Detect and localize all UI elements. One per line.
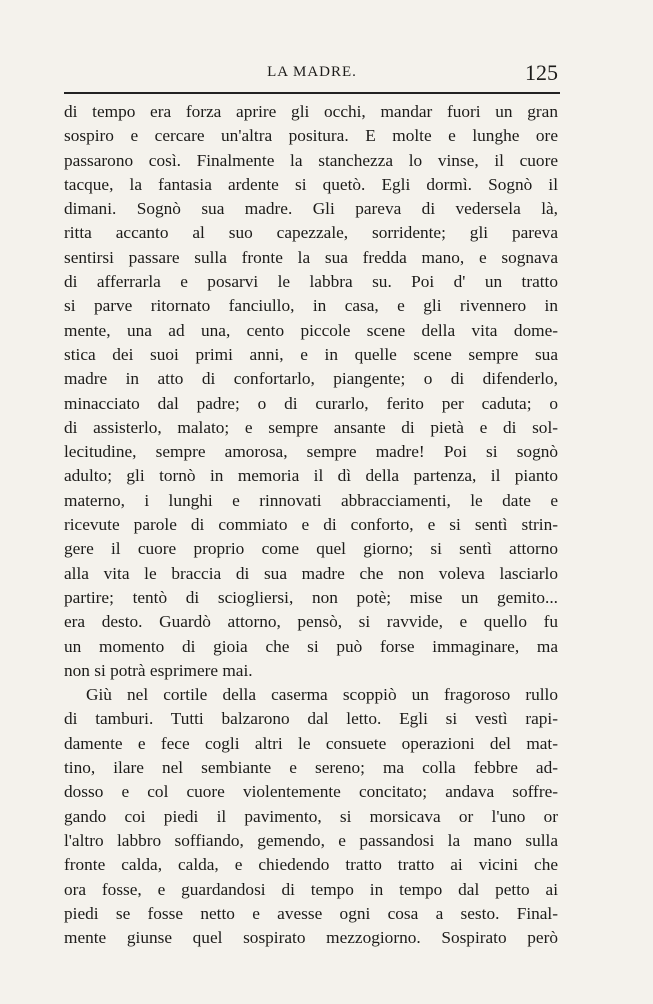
paragraph-first-line: Giù nel cortile della caserma scoppiò un fragoroso rullo: [86, 685, 558, 705]
text-line: di assisterlo, malato; e sempre ansante di pietà e di sol-: [64, 417, 558, 437]
text-line: era desto. Guardò attorno, pensò, si ravvide, e quello fu: [64, 612, 558, 632]
text-line: stica dei suoi primi anni, e in quelle scene sempre sua: [64, 344, 558, 364]
text-line: mente, una ad una, cento piccole scene della vita dome-: [64, 320, 558, 340]
text-line: tacque, la fantasia ardente si quetò. Egli dormì. Sognò il: [64, 174, 558, 194]
text-line: materno, i lunghi e rinnovati abbracciamenti, le date e: [64, 490, 558, 510]
running-head: LA MADRE.: [267, 64, 357, 80]
text-line: l'altro labbro soffiando, gemendo, e passandosi la mano sulla: [64, 830, 558, 850]
text-line: dosso e col cuore violentemente concitato; andava soffre-: [64, 782, 558, 802]
text-line: sospiro e cercare un'altra positura. E molte e lunghe ore: [64, 126, 558, 146]
page-number: 125: [525, 60, 558, 85]
page-header: [64, 60, 560, 94]
text-line: minacciato dal padre; o di curarlo, ferito per caduta; o: [64, 393, 558, 413]
text-line: fronte calda, calda, e chiedendo tratto tratto ai vicini che: [64, 855, 558, 875]
text-line: un momento di gioia che si può forse immaginare, ma: [64, 636, 558, 656]
text-line: ritta accanto al suo capezzale, sorridente; gli pareva: [64, 223, 558, 243]
text-line: gere il cuore proprio come quel giorno; si sentì attorno: [64, 539, 558, 559]
text-line: tino, ilare nel sembiante e sereno; ma colla febbre ad-: [64, 758, 558, 778]
text-line: sentirsi passare sulla fronte la sua fredda mano, e sognava: [64, 247, 558, 267]
text-line: ora fosse, e guardandosi di tempo in tempo dal petto ai: [64, 879, 558, 899]
text-line: di tempo era forza aprire gli occhi, mandar fuori un gran: [64, 102, 558, 121]
header-rule: [64, 92, 560, 94]
text-line: alla vita le braccia di sua madre che non voleva lasciarlo: [64, 563, 558, 583]
text-line: dimani. Sognò sua madre. Gli pareva di vedersela là,: [64, 199, 558, 219]
text-line: lecitudine, sempre amorosa, sempre madre! Poi si sognò: [64, 442, 558, 462]
body-text: [64, 100, 558, 950]
text-line: gando coi piedi il pavimento, si morsicava or l'uno or: [64, 806, 558, 826]
text-line: adulto; gli tornò in memoria il dì della partenza, il pianto: [64, 466, 558, 486]
text-line: ricevute parole di commiato e di conforto, e si sentì strin-: [64, 515, 558, 535]
text-line: madre in atto di confortarlo, piangente; o di difenderlo,: [64, 369, 558, 389]
text-line: si parve ritornato fanciullo, in casa, e gli rivennero in: [64, 296, 558, 316]
text-line: passarono così. Finalmente la stanchezza lo vinse, il cuore: [64, 150, 558, 170]
text-line: piedi se fosse netto e avesse ogni cosa a sesto. Final-: [64, 903, 558, 923]
text-line: partire; tentò di sciogliersi, non potè; mise un gemito...: [64, 587, 558, 607]
text-line: damente e fece cogli altri le consuete operazioni del mat-: [64, 733, 558, 753]
paragraph-last-line: non si potrà esprimere mai.: [64, 660, 253, 680]
text-line: mente giunse quel sospirato mezzogiorno. Sospirato però: [64, 928, 558, 948]
text-line: di afferrarla e posarvi le labbra su. Poi d' un tratto: [64, 272, 558, 292]
text-line: di tamburi. Tutti balzarono dal letto. Egli si vestì rapi-: [64, 709, 558, 729]
